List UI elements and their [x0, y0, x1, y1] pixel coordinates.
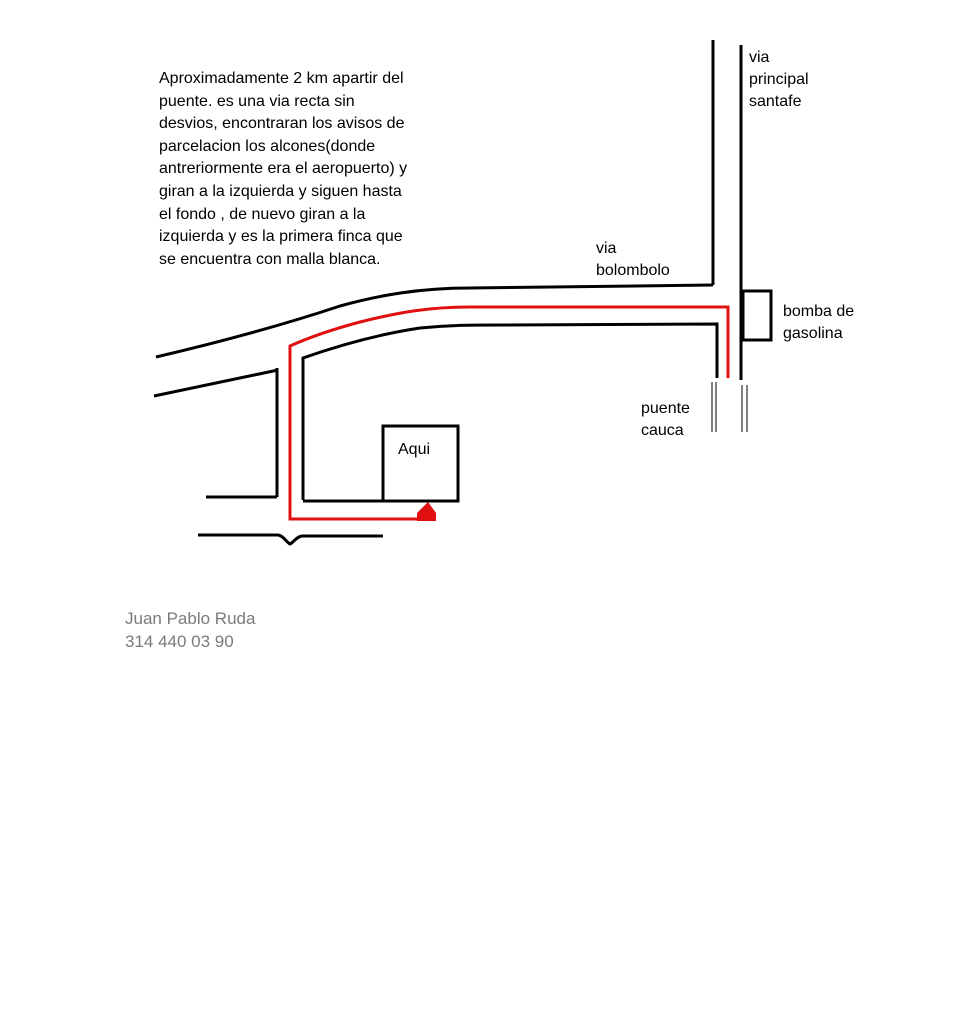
directions-text — [159, 68, 479, 271]
label-line: via — [749, 49, 770, 66]
label-line: bomba de — [783, 303, 855, 320]
label-line: gasolina — [783, 325, 843, 342]
directions-line: parcelacion los alcones(donde — [159, 137, 376, 155]
road-left-branch — [154, 370, 278, 396]
label-line: santafe — [749, 93, 802, 110]
label-aqui: Aqui — [398, 441, 431, 458]
destination-box — [383, 426, 458, 501]
gas-station-box — [743, 291, 771, 340]
route-arrow — [417, 502, 436, 521]
directions-line: giran a la izquierda y siguen hasta — [159, 182, 402, 200]
directions-line: desvios, encontraran los avisos de — [159, 115, 405, 133]
contact-info — [125, 607, 255, 653]
directions-line: antreriormente era el aeropuerto) y — [159, 160, 408, 178]
directions-line: izquierda y es la primera finca que — [159, 228, 403, 246]
directions-line: se encuentra con malla blanca. — [159, 250, 381, 268]
directions-line: el fondo , de nuevo giran a la — [159, 205, 366, 223]
directions-line: Aproximadamente 2 km apartir del — [159, 70, 404, 87]
label-via-bolombolo — [596, 238, 670, 282]
road-bolombolo-upper-edge — [156, 285, 713, 357]
directions-line: puente. es una via recta sin — [159, 92, 355, 110]
label-line: puente — [641, 400, 690, 417]
contact-name: Juan Pablo Ruda — [125, 609, 256, 628]
label-line: cauca — [641, 422, 684, 439]
label-puente-cauca — [641, 398, 690, 442]
label-line: principal — [749, 71, 809, 88]
label-gas-station — [783, 301, 854, 345]
label-line: via — [596, 240, 617, 257]
road-bottom-edge — [198, 535, 383, 544]
contact-phone: 314 440 03 90 — [125, 632, 234, 651]
label-via-principal — [749, 47, 809, 113]
label-line: bolombolo — [596, 262, 670, 279]
